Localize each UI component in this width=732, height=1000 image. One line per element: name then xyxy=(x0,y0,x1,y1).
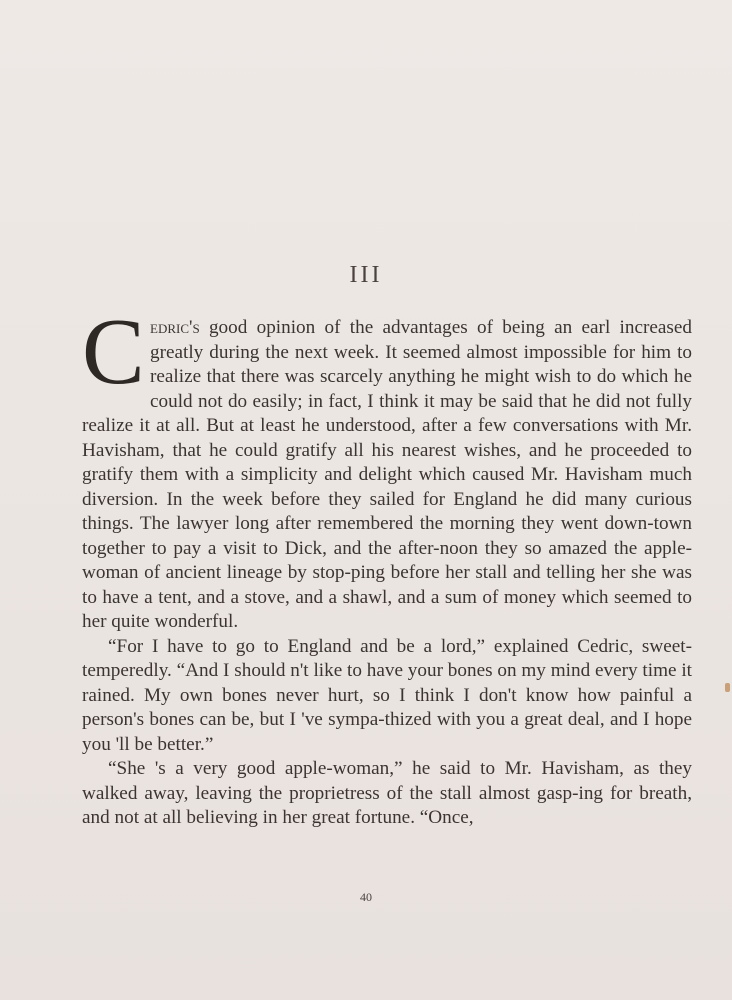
lead-word: edric's xyxy=(150,317,200,338)
paragraph-1-text: good opinion of the advantages of being an earl increased greatly during the next week. It seemed almost impossible for him to realize that there was scarcely anything he might wish to do which he could not do easily; in fact, I think it may be said that he did not fully realize it at all. But at least he understood, after a few conversations with Mr. Havisham, that he could gratify all his nearest wishes, and he proceeded to gratify them with a simplicity and delight which caused Mr. Havisham much diversion. In the week before they sailed for England he did many curious things. The lawyer long after remembered the morning they went down-town together to pay a visit to Dick, and the after-noon they so amazed the apple-woman of ancient lineage by stop-ping before her stall and telling her she was to have a tent, and a stove, and a shawl, and a sum of money which seemed to her quite wonderful. xyxy=(82,317,692,632)
chapter-body xyxy=(82,300,692,831)
paper-speck xyxy=(725,683,730,692)
chapter-number: III xyxy=(349,262,383,288)
page-number: 40 xyxy=(360,890,372,904)
paragraph-3: “She 's a very good apple-woman,” he said to Mr. Havisham, as they walked away, leaving the proprietress of the stall almost gasp-ing for breath, and not at all believing in her great fortune. “Once, xyxy=(82,758,692,828)
paragraph-1 xyxy=(82,300,692,635)
paragraph-2: “For I have to go to England and be a lord,” explained Cedric, sweet-temperedly. “And I should n't like to have your bones on my mind every time it rained. My own bones never hurt, so I think I don't know how painful a person's bones can be, but I 've sympa-thized with you a great deal, and I hope you 'll be better.” xyxy=(82,635,692,755)
drop-cap: C xyxy=(82,300,145,404)
